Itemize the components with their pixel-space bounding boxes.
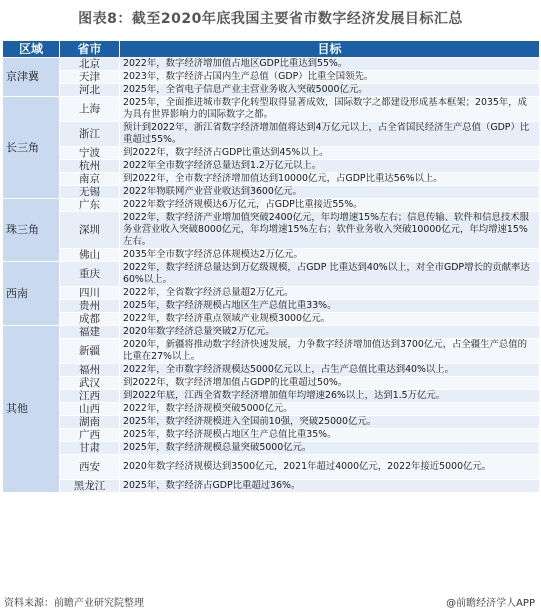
- table-body: [3, 58, 540, 493]
- target-cell: 2035年全市数字经济总体规模达2万亿元。: [120, 249, 540, 262]
- province-cell: 新疆: [60, 339, 120, 364]
- header-region: 区域: [3, 41, 60, 58]
- target-cell: 2020年数字经济总量突破2万亿元。: [120, 326, 540, 339]
- table-row: [3, 249, 540, 262]
- province-cell: 广西: [60, 429, 120, 442]
- province-cell: 河北: [60, 84, 120, 97]
- province-cell: 佛山: [60, 249, 120, 262]
- province-cell: 广东: [60, 199, 120, 212]
- source-note: 资料来源：前瞻产业研究院整理: [4, 598, 144, 609]
- target-cell: 2025年，数字经济规模进入全国前10强，突破25000亿元。: [120, 416, 540, 429]
- table-row: [3, 84, 540, 97]
- table-row: [3, 442, 540, 455]
- header-target: 目标: [120, 41, 540, 58]
- target-cell: 2022年全市数字经济总量达到1.2万亿元以上。: [120, 160, 540, 173]
- province-cell: 深圳: [60, 212, 120, 249]
- province-cell: 福建: [60, 326, 120, 339]
- target-cell: 2022年，全省数字经济总量超2万亿元。: [120, 287, 540, 300]
- target-cell: 2022年，数字经济规模突破5000亿元。: [120, 403, 540, 416]
- target-cell: 2025年，数字经济规模占地区生产总值比重35%。: [120, 429, 540, 442]
- region-cell: 珠三角: [3, 199, 60, 262]
- table-row: [3, 173, 540, 186]
- target-cell: 2022年，数字经济重点领域产业规模3000亿元。: [120, 313, 540, 326]
- province-cell: 北京: [60, 58, 120, 71]
- chart-title: 图表8：截至2020年底我国主要省市数字经济发展目标汇总: [78, 11, 463, 27]
- province-cell: 甘肃: [60, 442, 120, 455]
- province-cell: 浙江: [60, 122, 120, 147]
- table-row: [3, 390, 540, 403]
- province-cell: 武汉: [60, 377, 120, 390]
- province-cell: 杭州: [60, 160, 120, 173]
- table-row: [3, 377, 540, 390]
- target-cell: 2022年，全市数字经济规模达5000亿元以上，占生产总值比重达到40%以上。: [120, 364, 540, 377]
- header-province: 省市: [60, 41, 120, 58]
- table-row: [3, 326, 540, 339]
- table-row: [3, 429, 540, 442]
- province-cell: 南京: [60, 173, 120, 186]
- table-row: [3, 199, 540, 212]
- table-row: [3, 212, 540, 249]
- region-cell: 京津冀: [3, 58, 60, 97]
- province-cell: 无锡: [60, 186, 120, 199]
- target-cell: 2020年，新疆将推动数字经济快速发展，力争数字经济增加值达到3700亿元，占全疆生产总值的比重在27%以上。: [120, 339, 540, 364]
- target-cell: 到2022年，数字经济占GDP比重达到45%以上。: [120, 147, 540, 160]
- target-cell: 2022年，数字经济增加值占地区GDP比重达到55%。: [120, 58, 540, 71]
- table-row: [3, 455, 540, 480]
- table-row: [3, 300, 540, 313]
- header-row: [3, 41, 540, 58]
- province-cell: 湖南: [60, 416, 120, 429]
- target-cell: 2022年数字经济规模达6万亿元，占GDP比重接近55%。: [120, 199, 540, 212]
- region-cell: 其他: [3, 326, 60, 493]
- province-cell: 成都: [60, 313, 120, 326]
- table-row: [3, 403, 540, 416]
- province-cell: 黑龙江: [60, 480, 120, 493]
- target-cell: 2020年数字经济规模达到3500亿元，2021年超过4000亿元，2022年接近5000亿元。: [120, 455, 540, 480]
- table-row: [3, 122, 540, 147]
- target-cell: 2022年，数字经济产业增加值突破2400亿元，年均增速15%左右；信息传输、软件和信息技术服务业营业收入突破8000亿元，年均增速15%左右；软件业务收入突破10000亿元，年均增速15%左右。: [120, 212, 540, 249]
- province-cell: 西安: [60, 455, 120, 480]
- region-cell: 西南: [3, 262, 60, 326]
- province-cell: 山西: [60, 403, 120, 416]
- table-row: [3, 262, 540, 287]
- table-row: [3, 58, 540, 71]
- region-cell: 长三角: [3, 97, 60, 199]
- table-row: [3, 71, 540, 84]
- target-cell: 2025年，数字经济占GDP比重超过36%。: [120, 480, 540, 493]
- province-cell: 福州: [60, 364, 120, 377]
- table-row: [3, 480, 540, 493]
- province-cell: 上海: [60, 97, 120, 122]
- target-cell: 预计到2022年，浙江省数字经济增加值将达到4万亿元以上，占全省国民经济生产总值（GDP）比重超过55%。: [120, 122, 540, 147]
- target-cell: 到2022年，全市数字经济增加值达到10000亿元，占GDP比重达56%以上。: [120, 173, 540, 186]
- target-cell: 2022年物联网产业营业收达到3600亿元。: [120, 186, 540, 199]
- target-cell: 2025年，全面推进城市数字化转型取得显著成效，国际数字之都建设形成基本框架；2035年，成为具有世界影响力的国际数字之都。: [120, 97, 540, 122]
- table-row: [3, 339, 540, 364]
- province-cell: 四川: [60, 287, 120, 300]
- province-cell: 宁波: [60, 147, 120, 160]
- table-row: [3, 160, 540, 173]
- table-row: [3, 147, 540, 160]
- targets-table: [2, 40, 540, 493]
- target-cell: 2023年，数字经济占国内生产总值（GDP）比重全国领先。: [120, 71, 540, 84]
- province-cell: 天津: [60, 71, 120, 84]
- table-row: [3, 186, 540, 199]
- brand-credit: @前瞻经济学人APP: [446, 598, 535, 609]
- table-row: [3, 313, 540, 326]
- table-row: [3, 364, 540, 377]
- target-cell: 2025年，数字经济规模占地区生产总值比重33%。: [120, 300, 540, 313]
- table-row: [3, 287, 540, 300]
- province-cell: 贵州: [60, 300, 120, 313]
- target-cell: 2025年，数字经济规模总量突破5000亿元。: [120, 442, 540, 455]
- province-cell: 重庆: [60, 262, 120, 287]
- target-cell: 2022年，数字经济总量达到万亿级规模，占GDP 比重达到40%以上，对全市GDP增长的贡献率达60%以上。: [120, 262, 540, 287]
- table-row: [3, 97, 540, 122]
- target-cell: 到2022年底，江西全省数字经济增加值年均增速26%以上，达到1.5万亿元。: [120, 390, 540, 403]
- target-cell: 到2022年，数字经济增加值占GDP的比重超过50%。: [120, 377, 540, 390]
- table-row: [3, 416, 540, 429]
- province-cell: 江西: [60, 390, 120, 403]
- target-cell: 2025年，全省电子信息产业主营业务收入突破5000亿元。: [120, 84, 540, 97]
